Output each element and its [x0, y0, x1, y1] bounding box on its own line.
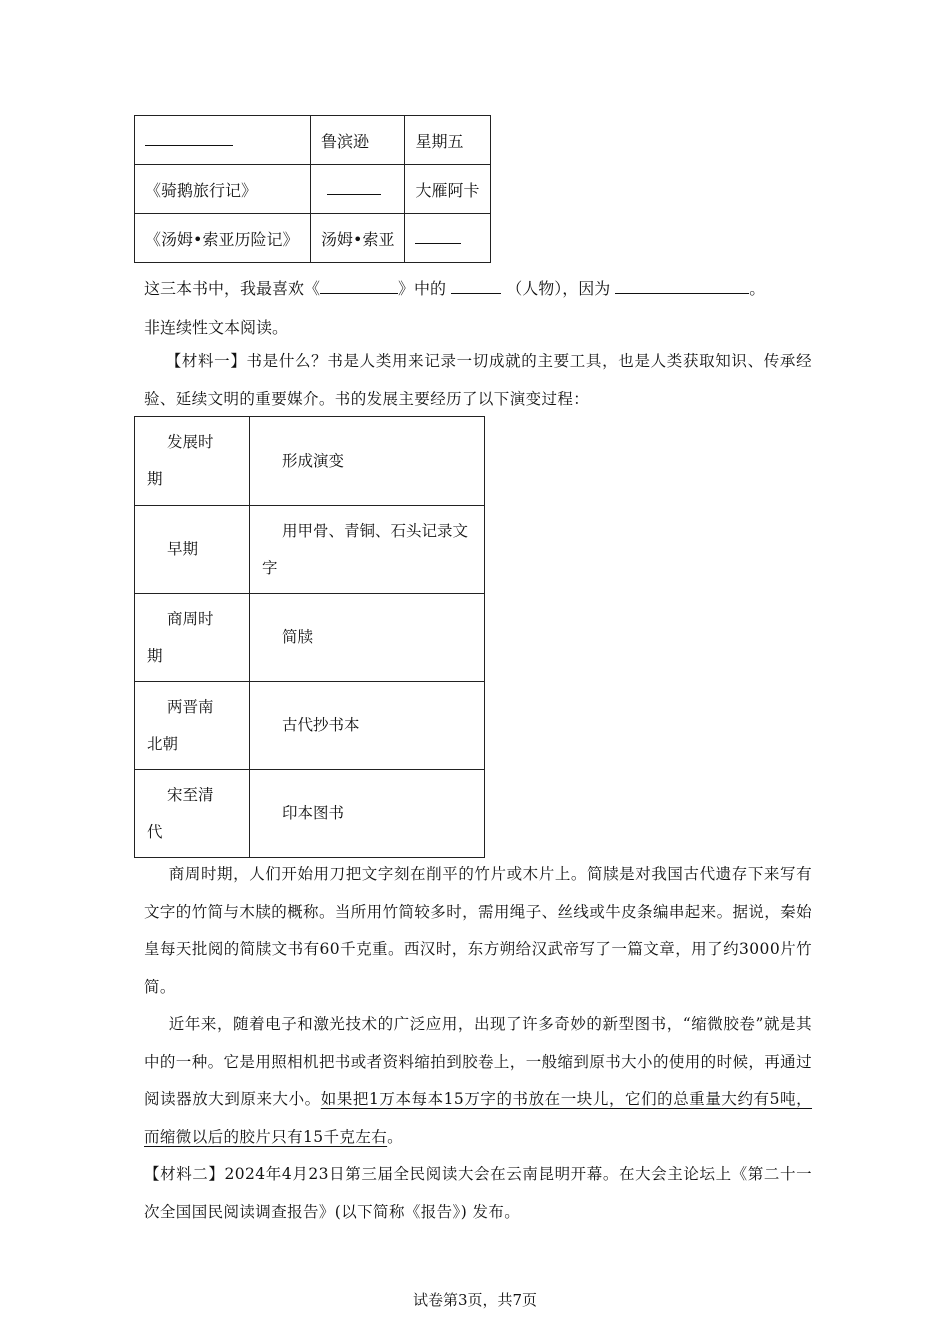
- table-cell: [135, 770, 250, 858]
- answer-blank: [311, 165, 405, 214]
- answer-blank: [135, 116, 311, 165]
- cell-text: 古代抄书本: [282, 716, 360, 734]
- page-footer: 试卷第3页，共7页: [412, 1291, 538, 1309]
- table-cell: 《汤姆•索亚历险记》: [135, 214, 311, 263]
- paragraph-text: 近年来，随着电子和激光技术的广泛应用，出现了许多奇妙的新型图书，“缩微胶卷”就是其中的一种。它是用照相机把书或者资料缩拍到胶卷上，一般缩到原书大小的使用的时候，再通过阅读器放大到原来大小。: [144, 1015, 812, 1108]
- material-one-paragraph: 【材料一】书是什么？书是人类用来记录一切成就的主要工具，也是人类获取知识、传承经验、延续文明的重要媒介。书的发展主要经历了以下演变过程：: [144, 352, 812, 408]
- table-cell: [250, 506, 485, 594]
- cell-text: 形成演变: [282, 451, 345, 470]
- answer-blank: [320, 279, 398, 294]
- cell-text: 两晋南北朝: [147, 697, 214, 753]
- answer-blank: [615, 279, 749, 294]
- microfilm-paragraph: [144, 1006, 812, 1156]
- table-cell: [135, 417, 250, 506]
- question-text: 》中的: [398, 279, 452, 298]
- table-row: [135, 116, 491, 165]
- paragraph-text: 。: [387, 1127, 404, 1146]
- favorite-book-question: [144, 276, 765, 299]
- table-cell: [250, 417, 485, 506]
- cell-text: 简牍: [282, 628, 314, 646]
- table-cell: 汤姆•索亚: [311, 214, 405, 263]
- cell-text: 早期: [167, 540, 199, 558]
- table-cell: [250, 770, 485, 858]
- table-cell: [135, 682, 250, 770]
- table-cell: [135, 594, 250, 682]
- table-cell: 鲁滨逊: [311, 116, 405, 165]
- table-cell: [135, 506, 250, 594]
- answer-blank: [405, 214, 491, 263]
- table-row: [135, 417, 485, 506]
- cell-text: 商周时期: [147, 609, 214, 665]
- shang-zhou-paragraph: 商周时期，人们开始用刀把文字刻在削平的竹片或木片上。简牍是对我国古代遗存下来写有文字的竹简与木牍的概称。当所用竹简较多时，需用绳子、丝线或牛皮条编串起来。据说，秦始皇每天批阅的简牍文书有60千克重。西汉时，东方朔给汉武帝写了一篇文章，用了约3000片竹简。: [144, 865, 812, 996]
- cell-text: 宋至清代: [147, 785, 214, 841]
- cell-text: 印本图书: [282, 804, 345, 822]
- table-cell: 《骑鹅旅行记》: [135, 165, 311, 214]
- book-evolution-table: [134, 416, 485, 858]
- question-text: 这三本书中，我最喜欢《: [144, 279, 321, 298]
- table-row: [135, 770, 485, 858]
- material-two-paragraph: 【材料二】2024年4月23日第三届全民阅读大会在云南昆明开幕。在大会主论坛上《第二十一次全国国民阅读调查报告》(以下简称《报告》) 发布。: [144, 1165, 812, 1221]
- book-character-table: [134, 115, 491, 263]
- table-row: [135, 165, 491, 214]
- cell-text: 用甲骨、青铜、石头记录文字: [262, 521, 469, 577]
- table-cell: 星期五: [405, 116, 491, 165]
- table-row: [135, 214, 491, 263]
- table-cell: [250, 594, 485, 682]
- underlined-sentence: 如果把1万本每本15万字的书放在一块儿，它们的总重量大约有5吨，而缩微以后的胶片只有15千克左右: [144, 1090, 813, 1146]
- question-text: （人物），因为: [506, 279, 616, 298]
- section-heading: 非连续性文本阅读。: [144, 318, 289, 337]
- question-text: 。: [749, 279, 766, 298]
- table-cell: 大雁阿卡: [405, 165, 491, 214]
- table-row: [135, 506, 485, 594]
- table-row: [135, 682, 485, 770]
- table-cell: [250, 682, 485, 770]
- answer-blank: [451, 279, 501, 294]
- table-row: [135, 594, 485, 682]
- cell-text: 发展时期: [147, 433, 214, 488]
